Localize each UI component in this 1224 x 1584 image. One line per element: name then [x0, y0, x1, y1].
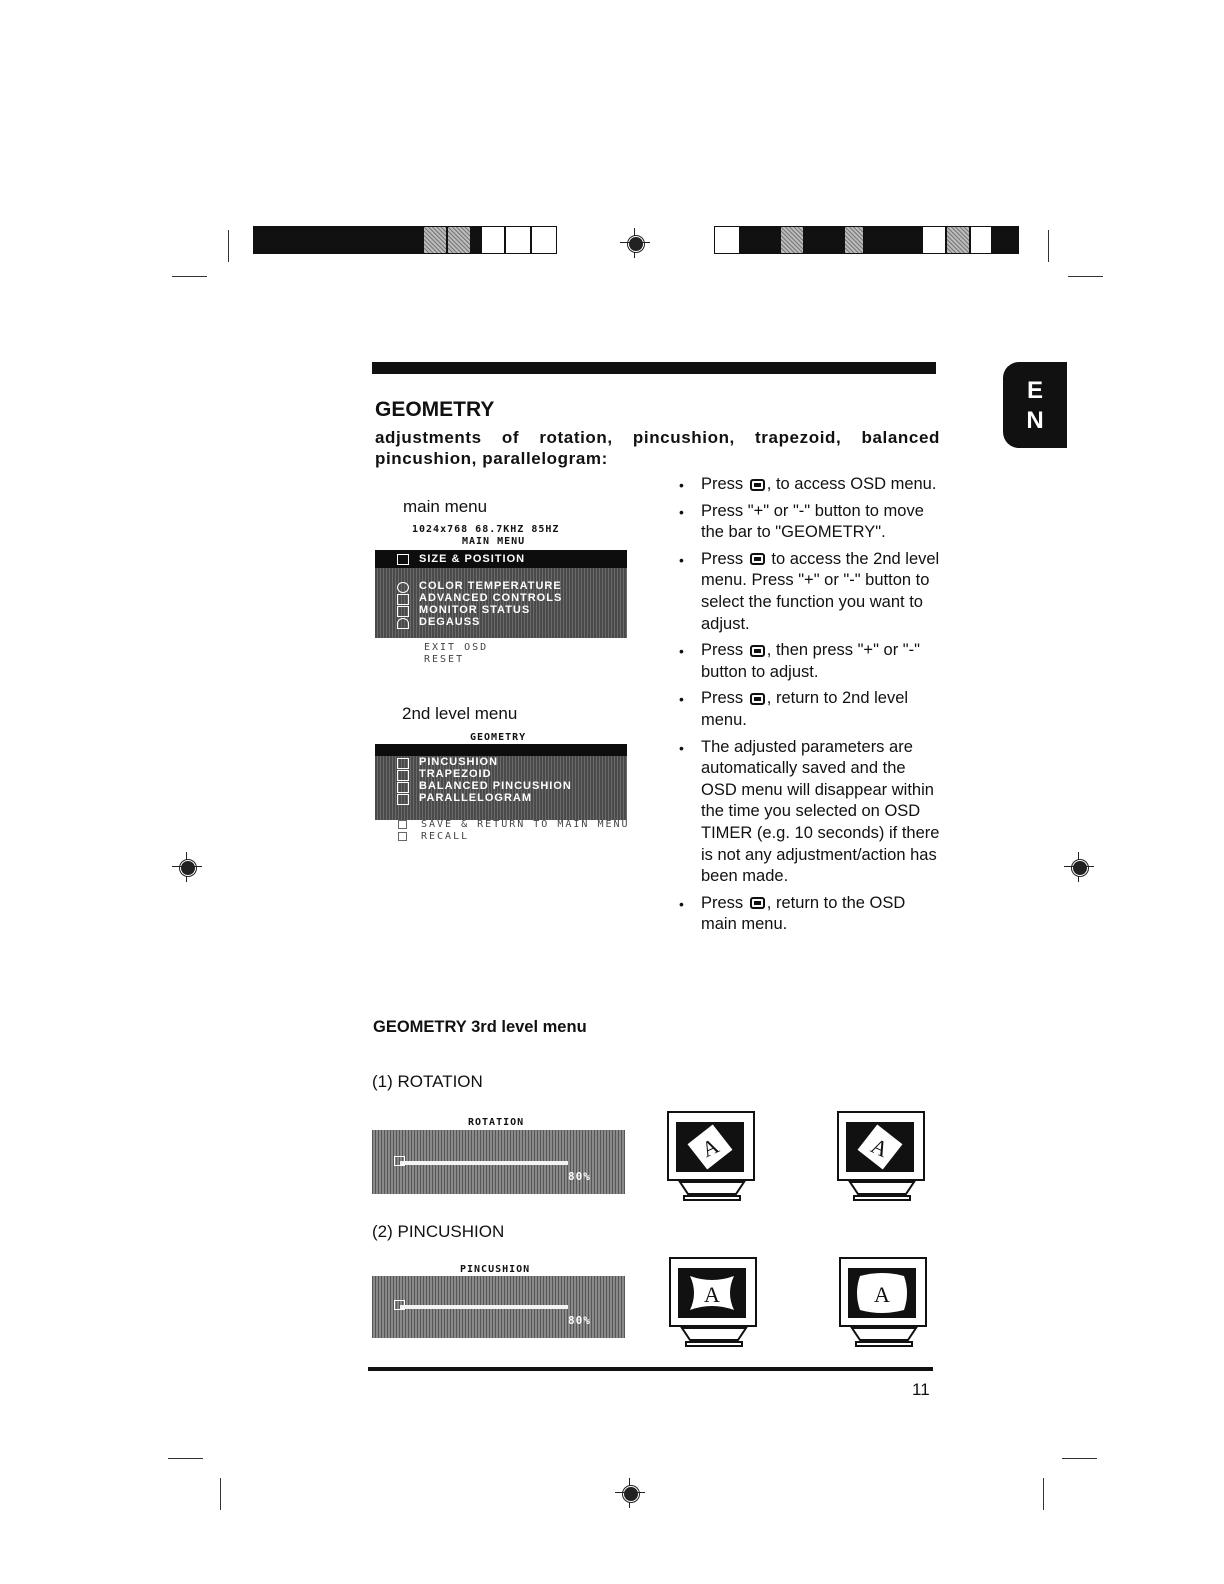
menu-button-icon [750, 479, 765, 491]
menu-button-icon [750, 553, 765, 565]
osd-menu-item: MONITOR STATUS [375, 604, 627, 616]
language-tab [1003, 362, 1067, 448]
monitor-letter: A [704, 1282, 720, 1307]
osd-menu-item: TRAPEZOID [375, 768, 627, 780]
degauss-icon [397, 618, 409, 629]
osd-main-heading: MAIN MENU [462, 536, 526, 547]
registration-mark-icon [620, 228, 650, 258]
save-icon [398, 820, 407, 829]
instruction-step: • Press , then press "+" or "-" button to adjust. [679, 640, 941, 683]
crop-mark [1062, 1458, 1097, 1459]
monitor-icon [838, 1256, 932, 1352]
menu-button-icon [750, 645, 765, 657]
pincushion-osd-title: PINCUSHION [460, 1264, 531, 1275]
size-icon [397, 554, 409, 565]
osd-menu-item: COLOR TEMPERATURE [375, 580, 627, 592]
osd-geometry-heading: GEOMETRY [470, 732, 527, 743]
osd-menu-item: BALANCED PINCUSHION [375, 780, 627, 792]
menu-button-icon [750, 693, 765, 705]
osd-main-menu [375, 550, 627, 638]
crop-mark [1068, 276, 1103, 277]
monitor-icon [668, 1256, 762, 1352]
osd-menu-item: PINCUSHION [375, 756, 627, 768]
crop-mark [172, 276, 207, 277]
osd-info-line: 1024x768 68.7KHZ 85HZ [412, 524, 560, 535]
osd-footer-item: RECALL [421, 831, 470, 842]
osd-menu-item: ADVANCED CONTROLS [375, 592, 627, 604]
monitor-letter: A [867, 1132, 893, 1163]
instruction-step: • Press to access the 2nd level menu. Press "+" or "-" button to select the function you want to adjust. [679, 549, 941, 635]
rotation-label: (1) ROTATION [372, 1072, 483, 1091]
crop-mark [1048, 230, 1049, 262]
crop-mark [228, 230, 229, 262]
color-bar-right [714, 226, 1019, 254]
pincushion-percent: 80% [568, 1314, 591, 1327]
monitor-letter: A [697, 1132, 723, 1163]
section-rule [372, 362, 936, 374]
footer-rule [368, 1367, 933, 1371]
crop-mark [1043, 1478, 1044, 1510]
color-bar-left [253, 226, 557, 254]
parallelogram-icon [397, 794, 409, 805]
recall-icon [398, 832, 407, 841]
main-menu-label: main menu [403, 497, 488, 516]
registration-mark-icon [615, 1478, 645, 1508]
menu-button-icon [750, 897, 765, 909]
osd-footer-item: RESET [424, 654, 465, 665]
instruction-step: • Press , to access OSD menu. [679, 474, 941, 496]
section-subtitle: adjustments of rotation, pincushion, trapezoid, balanced pincushion, parallelogram: [375, 428, 940, 468]
registration-mark-icon [1064, 852, 1094, 882]
crop-mark [220, 1478, 221, 1510]
osd-menu-item: DEGAUSS [375, 616, 627, 628]
registration-mark-icon [172, 852, 202, 882]
section-title: GEOMETRY [375, 398, 495, 421]
page-number: 11 [912, 1380, 930, 1399]
instruction-step: • Press "+" or "-" button to move the bar to "GEOMETRY". [679, 501, 941, 544]
rotation-slider-track [400, 1161, 568, 1165]
monitor-letter: A [874, 1282, 890, 1307]
osd-footer-item: SAVE & RETURN TO MAIN MENU [421, 819, 630, 830]
osd-footer-item: EXIT OSD [424, 642, 489, 653]
instruction-list [679, 474, 941, 941]
instruction-step: • Press , return to the OSD main menu. [679, 893, 941, 936]
instruction-step: • Press , return to 2nd level menu. [679, 688, 941, 731]
pincushion-slider-track [400, 1305, 568, 1309]
osd-menu-item: SIZE & POSITION [375, 550, 627, 568]
monitor-icon [666, 1110, 760, 1206]
second-menu-label: 2nd level menu [402, 704, 518, 723]
rotation-osd-slider [372, 1130, 625, 1194]
monitor-icon [836, 1110, 930, 1206]
rotation-osd-title: ROTATION [468, 1117, 525, 1128]
pincushion-label: (2) PINCUSHION [372, 1222, 505, 1241]
rotation-percent: 80% [568, 1170, 591, 1183]
lang-letter: E [1026, 377, 1043, 404]
third-level-heading: GEOMETRY 3rd level menu [373, 1018, 587, 1036]
osd-menu-item: PARALLELOGRAM [375, 792, 627, 804]
pincushion-osd-slider [372, 1276, 625, 1338]
instruction-step: • The adjusted parameters are automatically saved and the OSD menu will disappear within the time you selected on OSD TIMER (e.g. 10 seconds) if there is not any adjustment/action has been made. [679, 737, 941, 888]
crop-mark [168, 1458, 203, 1459]
osd-second-menu [375, 744, 627, 820]
lang-letter: N [1026, 407, 1044, 434]
